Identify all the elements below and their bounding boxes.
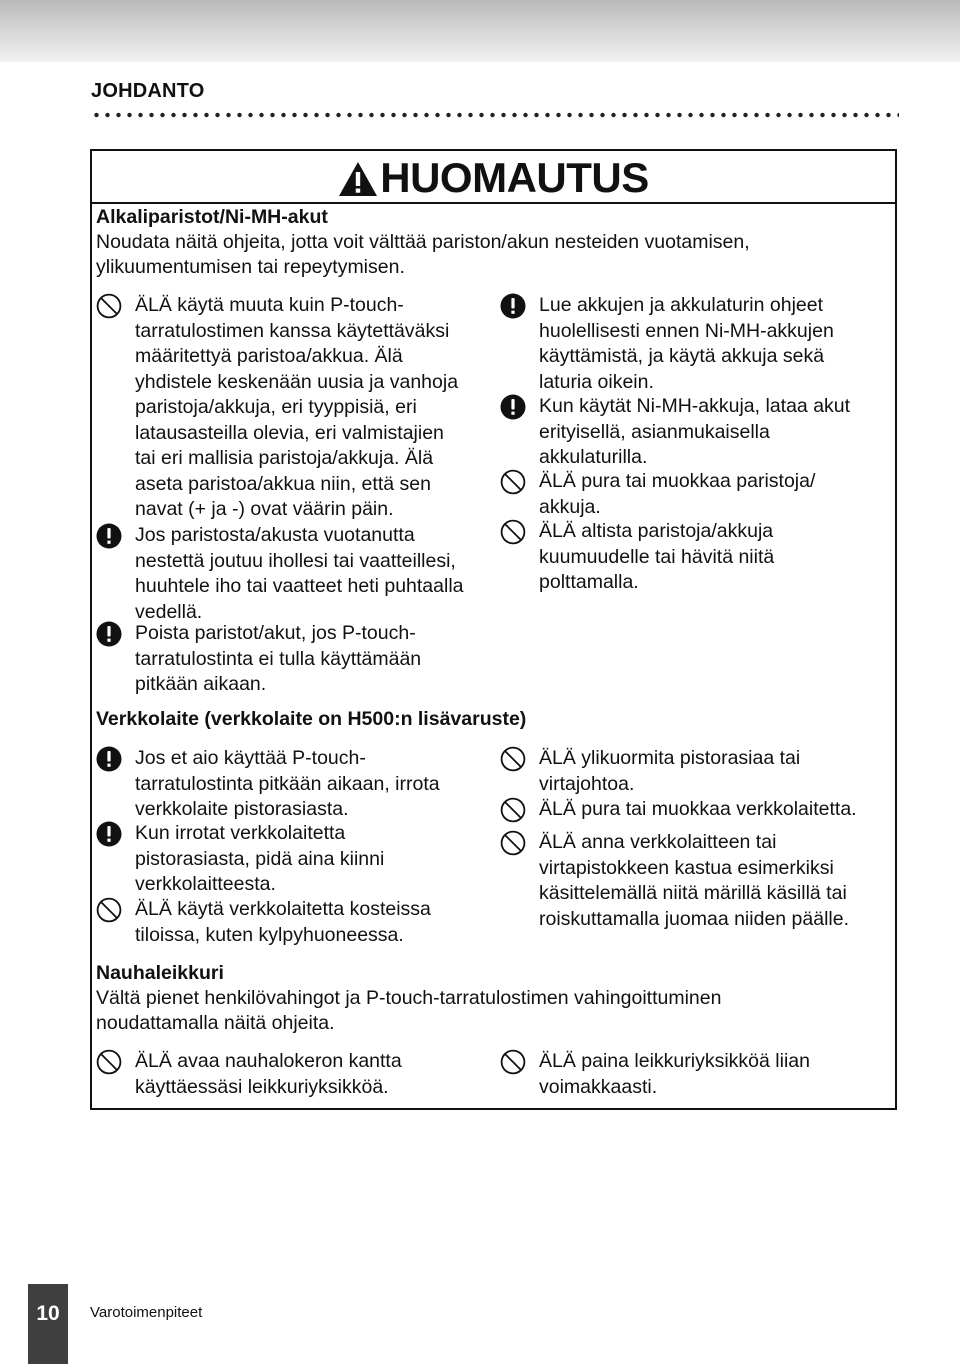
- item-line: ÄLÄ anna verkkolaitteen tai: [539, 831, 777, 853]
- item-line: ÄLÄ pura tai muokkaa verkkolaitetta.: [539, 798, 857, 820]
- prohibition-icon: [96, 897, 122, 923]
- prohibition-icon: [500, 830, 526, 856]
- battery-heading: Alkaliparistot/Ni-MH-akut: [96, 206, 328, 228]
- exclamation-icon: [500, 394, 526, 420]
- top-gradient-bar: [0, 0, 960, 62]
- cutter-heading: Nauhaleikkuri: [96, 962, 224, 984]
- caution-title: HUOMAUTUS: [380, 153, 649, 201]
- item-text: [539, 293, 834, 395]
- exclamation-icon: [96, 621, 122, 647]
- item-text: [135, 523, 464, 625]
- dotted-rule: [91, 112, 899, 118]
- item-line: latausasteilla olevia, eri valmistajien: [135, 421, 444, 444]
- item-line: paristoja/akkuja, eri tyyppisiä, eri: [135, 396, 417, 418]
- item-text: [539, 469, 815, 520]
- footer-label: Varotoimenpiteet: [90, 1304, 203, 1321]
- item-line: Kun irrotat verkkolaitetta: [135, 822, 346, 844]
- item-text: [539, 746, 800, 797]
- item-text: [135, 897, 431, 948]
- item-line: kuumuudelle tai hävitä niitä: [539, 545, 775, 568]
- item-line: tiloissa, kuten kylpyhuoneessa.: [135, 923, 404, 946]
- item-line: käyttämistä, ja käytä akkuja sekä: [539, 345, 825, 367]
- item-line: ÄLÄ pura tai muokkaa paristoja/: [539, 470, 816, 492]
- item-text: [539, 797, 857, 823]
- item-text: [135, 746, 440, 823]
- item-text: [539, 1049, 810, 1100]
- item-text: [135, 1049, 402, 1100]
- item-line: ÄLÄ ylikuormita pistorasiaa tai: [539, 747, 801, 769]
- item-text: [539, 394, 850, 471]
- item-line: polttamalla.: [539, 571, 639, 593]
- prohibition-icon: [500, 1049, 526, 1075]
- prohibition-icon: [500, 469, 526, 495]
- item-line: käsittelemällä niitä märillä käsillä tai: [539, 882, 847, 904]
- exclamation-icon: [96, 746, 122, 772]
- item-line: virtapistokkeen kastua esimerkiksi: [539, 856, 834, 879]
- item-line: tarratulostinta ei tulla käyttämään: [135, 647, 422, 670]
- cutter-intro-line: noudattamalla näitä ohjeita.: [96, 1012, 335, 1034]
- item-line: voimakkaasti.: [539, 1075, 658, 1098]
- item-line: virtajohtoa.: [539, 772, 635, 795]
- item-text: [135, 621, 421, 698]
- item-line: käyttäessäsi leikkuriyksikköä.: [135, 1075, 389, 1098]
- item-text: [539, 830, 849, 932]
- item-line: ÄLÄ paina leikkuriyksikköä liian: [539, 1050, 810, 1072]
- exclamation-icon: [96, 821, 122, 847]
- item-line: aseta paristoa/akkua niin, että sen: [135, 472, 431, 495]
- item-line: Jos paristosta/akusta vuotanutta: [135, 524, 415, 546]
- item-line: huuhtele iho tai vaatteet heti puhtaalla: [135, 575, 464, 597]
- item-line: Poista paristot/akut, jos P-touch-: [135, 622, 416, 644]
- item-line: Lue akkujen ja akkulaturin ohjeet: [539, 294, 824, 316]
- page-number-tab: 10: [28, 1284, 68, 1364]
- item-line: erityisellä, asianmukaisella: [539, 420, 770, 443]
- item-line: vedellä.: [135, 600, 203, 623]
- item-line: nestettä joutuu ihollesi tai vaatteillesi,: [135, 549, 456, 572]
- item-line: navat (+ ja -) ovat väärin päin.: [135, 498, 394, 520]
- item-line: tarratulostinta pitkään aikaan, irrota: [135, 772, 440, 795]
- item-line: roiskuttamalla juomaa niiden päälle.: [539, 907, 850, 930]
- item-line: ÄLÄ avaa nauhalokeron kantta: [135, 1050, 402, 1072]
- item-line: akkuja.: [539, 495, 601, 518]
- battery-intro-line: Noudata näitä ohjeita, jotta voit välttää pariston/akun nesteiden vuotamisen,: [96, 231, 750, 253]
- battery-intro-line: ylikuumentumisen tai repeytymisen.: [96, 256, 405, 278]
- item-line: ÄLÄ käytä verkkolaitetta kosteissa: [135, 898, 431, 920]
- item-line: laturia oikein.: [539, 370, 654, 393]
- section-title: JOHDANTO: [91, 80, 205, 102]
- item-text: [539, 519, 774, 596]
- prohibition-icon: [500, 519, 526, 545]
- item-line: pitkään aikaan.: [135, 673, 267, 695]
- item-line: tai eri mallisia paristoja/akkuja. Älä: [135, 447, 434, 469]
- item-line: huolellisesti ennen Ni-MH-akkujen: [539, 319, 834, 342]
- item-line: yhdistele keskenään uusia ja vanhoja: [135, 370, 459, 393]
- prohibition-icon: [96, 293, 122, 319]
- adapter-heading: Verkkolaite (verkkolaite on H500:n lisävaruste): [96, 708, 527, 730]
- item-line: verkkolaite pistorasiasta.: [135, 798, 349, 820]
- warning-triangle-icon: [338, 161, 378, 197]
- prohibition-icon: [500, 797, 526, 823]
- exclamation-icon: [500, 293, 526, 319]
- cutter-intro-line: Vältä pienet henkilövahingot ja P-touch-tarratulostimen vahingoittuminen: [96, 987, 722, 1009]
- caution-header: [92, 151, 895, 204]
- item-line: akkulaturilla.: [539, 446, 648, 468]
- item-text: [135, 293, 458, 523]
- item-line: pistorasiasta, pidä aina kiinni: [135, 847, 385, 870]
- item-line: verkkolaitteesta.: [135, 873, 276, 895]
- item-line: määritettyä paristoa/akkua. Älä: [135, 345, 403, 367]
- item-line: tarratulostimen kanssa käytettäväksi: [135, 319, 450, 342]
- prohibition-icon: [500, 746, 526, 772]
- item-text: [135, 821, 384, 898]
- item-line: Kun käytät Ni-MH-akkuja, lataa akut: [539, 395, 851, 417]
- item-line: ÄLÄ altista paristoja/akkuja: [539, 520, 774, 542]
- item-line: Jos et aio käyttää P-touch-: [135, 747, 366, 769]
- item-line: ÄLÄ käytä muuta kuin P-touch-: [135, 294, 404, 316]
- exclamation-icon: [96, 523, 122, 549]
- prohibition-icon: [96, 1049, 122, 1075]
